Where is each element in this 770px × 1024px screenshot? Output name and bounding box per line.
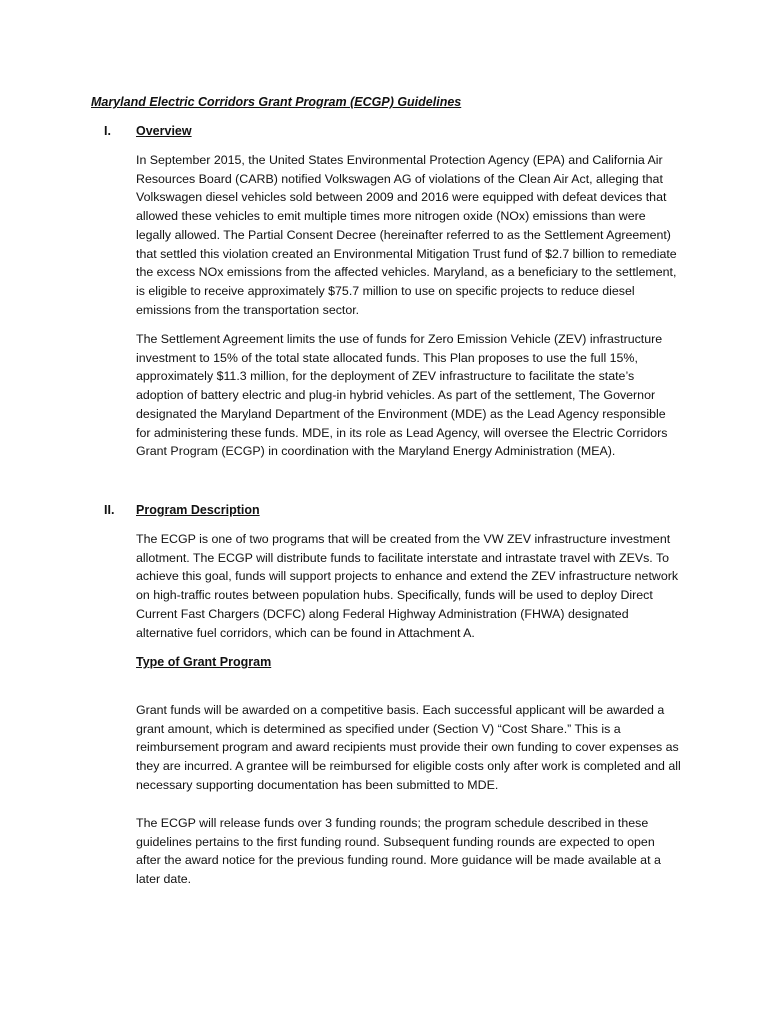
section-heading-program-description: Program Description [136,503,260,517]
section-number-1: I. [104,124,111,138]
overview-paragraph-1: In September 2015, the United States Environmental Protection Agency (EPA) and California Air Resources Board (CARB) notified Volkswagen AG of violations of the Clean Air Act, alleging that Volkswagen diesel vehicles sold between 2009 and 2016 were equipped with defeat devices that allowed these vehicles to emit multiple times more nitrogen oxide (NOx) emissions than were legally allowed. The Partial Consent Decree (hereinafter referred to as the Settlement Agreement) that settled this violation created an Environmental Mitigation Trust fund of $2.7 billion to remediate the excess NOx emissions from the affected vehicles. Maryland, as a beneficiary to the settlement, is eligible to receive approximately $75.7 million to use on specific projects to reduce diesel emissions from the transportation sector. [136,153,677,317]
grant-type-paragraph-2: The ECGP will release funds over 3 funding rounds; the program schedule described in these guidelines pertains to the first funding round. Subsequent funding rounds are expected to open after the award notice for the previous funding round. More guidance will be made available at a later date. [136,816,661,887]
document-title: Maryland Electric Corridors Grant Program (ECGP) Guidelines [91,95,462,109]
section-number-2: II. [104,503,115,517]
grant-type-paragraph-1: Grant funds will be awarded on a competitive basis. Each successful applicant will be awarded a grant amount, which is determined as specified under (Section V) “Cost Share.” This is a reimbursement program and award recipients must provide their own funding to cover expenses as they are incurred. A grantee will be reimbursed for eligible costs only after work is completed and all necessary supporting documentation has been submitted to MDE. [136,703,681,792]
overview-paragraph-2: The Settlement Agreement limits the use of funds for Zero Emission Vehicle (ZEV) infrastructure investment to 15% of the total state allocated funds. This Plan proposes to use the full 15%, approximately $11.3 million, for the deployment of ZEV infrastructure to facilitate the state’s adoption of battery electric and plug-in hybrid vehicles. As part of the settlement, The Governor designated the Maryland Department of the Environment (MDE) as the Lead Agency responsible for administering these funds. MDE, in its role as Lead Agency, will oversee the Electric Corridors Grant Program (ECGP) in coordination with the Maryland Energy Administration (MEA). [136,332,668,459]
section-heading-overview: Overview [136,124,192,138]
program-description-paragraph: The ECGP is one of two programs that will be created from the VW ZEV infrastructure investment allotment. The ECGP will distribute funds to facilitate interstate and intrastate travel with ZEVs. To achieve this goal, funds will support projects to enhance and extend the ZEV infrastructure network on high-traffic routes between population hubs. Specifically, funds will be used to deploy Direct Current Fast Chargers (DCFC) along Federal Highway Administration (FHWA) designated alternative fuel corridors, which can be found in Attachment A. [136,532,679,640]
subheading-type-of-grant-program: Type of Grant Program [136,655,272,669]
